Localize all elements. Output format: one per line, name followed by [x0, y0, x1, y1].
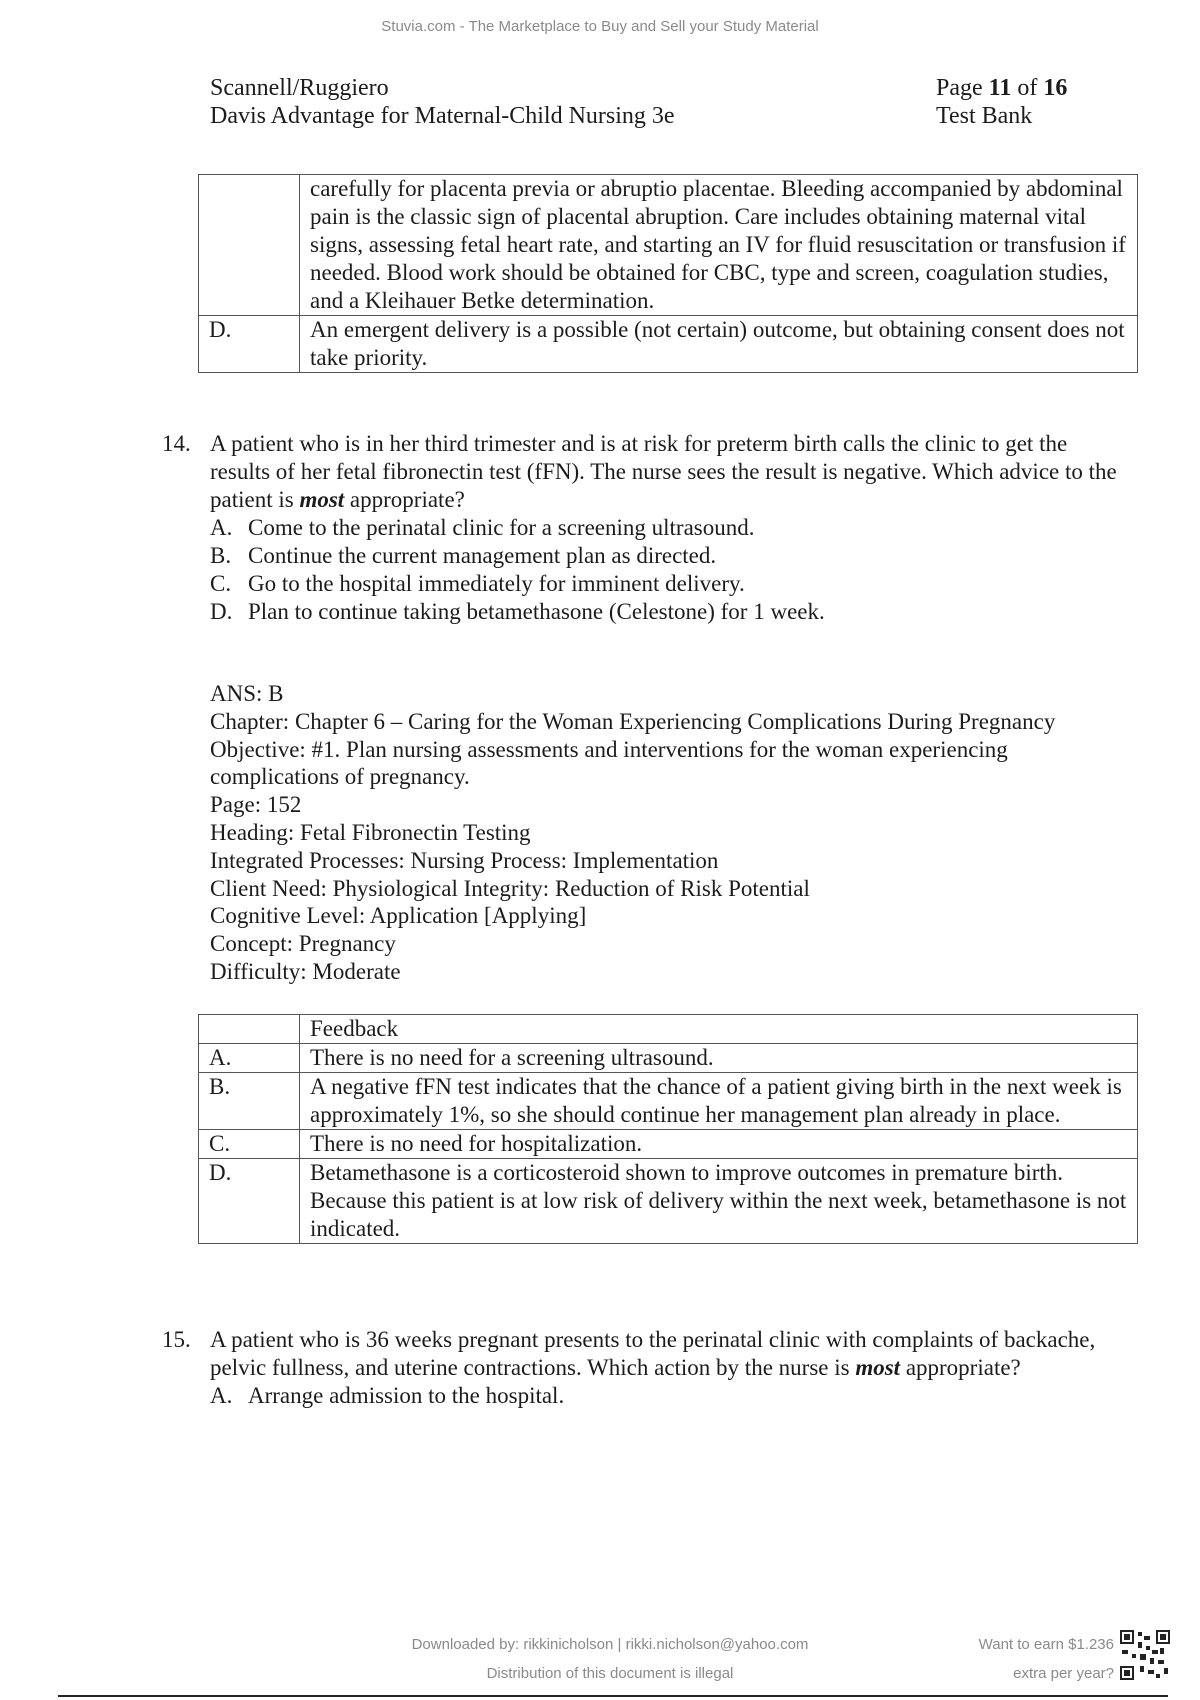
difficulty: Difficulty: Moderate [210, 958, 401, 984]
option-list [210, 1382, 1122, 1410]
option-list [210, 514, 1122, 626]
footer-divider [58, 1695, 1168, 1697]
question-number: 14. [162, 431, 191, 456]
option-text: Come to the perinatal clinic for a screening ultrasound. [248, 515, 755, 540]
download-footer [340, 1630, 880, 1688]
table-row [199, 316, 1138, 373]
authors: Scannell/Ruggiero [210, 75, 389, 101]
stem-text: A patient who is 36 weeks pregnant presents to the perinatal clinic with complaints of backache, pelvic fullness, and uterine contractions. Which action by the nurse is [210, 1327, 1096, 1380]
row-feedback: There is no need for a screening ultrasound. [300, 1044, 1138, 1073]
option-text: Continue the current management plan as directed. [248, 543, 717, 568]
stem-text: A patient who is in her third trimester and is at risk for preterm birth calls the clinic to get the results of her fetal fibronectin test (fFN). The nurse sees the result is negative. Which advice to the patient is [210, 431, 1117, 512]
option-letter: A. [210, 515, 233, 540]
column-header: Feedback [300, 1015, 1138, 1044]
earn-line-1: Want to earn $1.236 [978, 1636, 1114, 1653]
option-d [210, 598, 1122, 626]
question-15 [162, 1326, 1122, 1410]
stem-text-end: appropriate? [344, 487, 465, 512]
header-blank [199, 1015, 300, 1044]
table-row [199, 1159, 1138, 1244]
page-of: of [1017, 75, 1038, 101]
table-row [199, 175, 1138, 316]
objective: Objective: #1. Plan nursing assessments and interventions for the woman experiencing complications of pregnancy. [210, 736, 1008, 790]
table-row [199, 1130, 1138, 1159]
row-feedback: There is no need for hospitalization. [300, 1130, 1138, 1159]
row-feedback: An emergent delivery is a possible (not certain) outcome, but obtaining consent does not take priority. [300, 316, 1138, 373]
client-need: Client Need: Physiological Integrity: Reduction of Risk Potential [210, 875, 810, 901]
option-a [210, 1382, 1122, 1410]
earn-promo[interactable] [930, 1630, 1114, 1688]
table-row [199, 1044, 1138, 1073]
option-letter: B. [210, 543, 232, 568]
book-title: Davis Advantage for Maternal-Child Nursing 3e [210, 103, 675, 129]
answer-metadata [210, 680, 1130, 986]
option-a [210, 514, 1122, 542]
stem-emphasis: most [299, 487, 345, 512]
downloaded-by: Downloaded by: rikkinicholson | rikki.nicholson@yahoo.com [411, 1636, 809, 1653]
row-feedback: Betamethasone is a corticosteroid shown to improve outcomes in premature birth. Because this patient is at low risk of delivery within the next week, betamethasone is not indicated. [300, 1159, 1138, 1244]
distribution-notice: Distribution of this document is illegal [486, 1665, 734, 1682]
option-letter: D. [210, 599, 233, 624]
row-letter: A. [199, 1044, 300, 1073]
option-c [210, 570, 1122, 598]
row-letter: D. [199, 316, 300, 373]
row-letter: C. [199, 1130, 300, 1159]
page-ref: Page: 152 [210, 792, 302, 818]
option-text: Go to the hospital immediately for imminent delivery. [248, 571, 745, 596]
cognitive-level: Cognitive Level: Application [Applying] [210, 903, 587, 929]
answer: ANS: B [210, 681, 284, 706]
qr-code-icon[interactable] [1120, 1630, 1170, 1680]
stuvia-banner: Stuvia.com - The Marketplace to Buy and Sell your Study Material [381, 18, 819, 35]
doc-type: Test Bank [936, 103, 1033, 129]
page-indicator [936, 74, 1067, 102]
stem-text-end: appropriate? [900, 1355, 1021, 1380]
question-14 [162, 430, 1122, 626]
page-total: 16 [1043, 75, 1068, 101]
row-letter: D. [199, 1159, 300, 1244]
option-text: Plan to continue taking betamethasone (Celestone) for 1 week. [248, 599, 825, 624]
feedback-table-continued [198, 174, 1138, 373]
chapter: Chapter: Chapter 6 – Caring for the Woman Experiencing Complications During Pregnancy [210, 708, 1056, 734]
concept: Concept: Pregnancy [210, 931, 396, 957]
question-number: 15. [162, 1327, 191, 1352]
header-left [210, 74, 675, 130]
row-letter: B. [199, 1073, 300, 1130]
heading: Heading: Fetal Fibronectin Testing [210, 819, 531, 845]
option-text: Arrange admission to the hospital. [248, 1383, 565, 1408]
question-stem [210, 1326, 1122, 1382]
option-letter: C. [210, 571, 232, 596]
row-feedback: A negative fFN test indicates that the chance of a patient giving birth in the next week is approximately 1%, so she should continue her management plan already in place. [300, 1073, 1138, 1130]
table-header-row [199, 1015, 1138, 1044]
option-b [210, 542, 1122, 570]
earn-line-2: extra per year? [1013, 1665, 1114, 1682]
row-letter [199, 175, 300, 316]
question-stem [210, 430, 1122, 514]
stem-emphasis: most [855, 1355, 901, 1380]
header-right [936, 74, 1067, 130]
row-feedback: carefully for placenta previa or abruptio placentae. Bleeding accompanied by abdominal pain is the classic sign of placental abruption. Care includes obtaining maternal vital signs, assessing fetal heart rate, and starting an IV for fluid resuscitation or transfusion if needed. Blood work should be obtained for CBC, type and screen, coagulation studies, and a Kleihauer Betke determination. [300, 175, 1138, 316]
integrated-processes: Integrated Processes: Nursing Process: Implementation [210, 847, 719, 873]
feedback-table-q14 [198, 1014, 1138, 1244]
page-number: 11 [988, 75, 1012, 101]
option-letter: A. [210, 1383, 233, 1408]
page-label: Page [936, 75, 983, 101]
table-row [199, 1073, 1138, 1130]
